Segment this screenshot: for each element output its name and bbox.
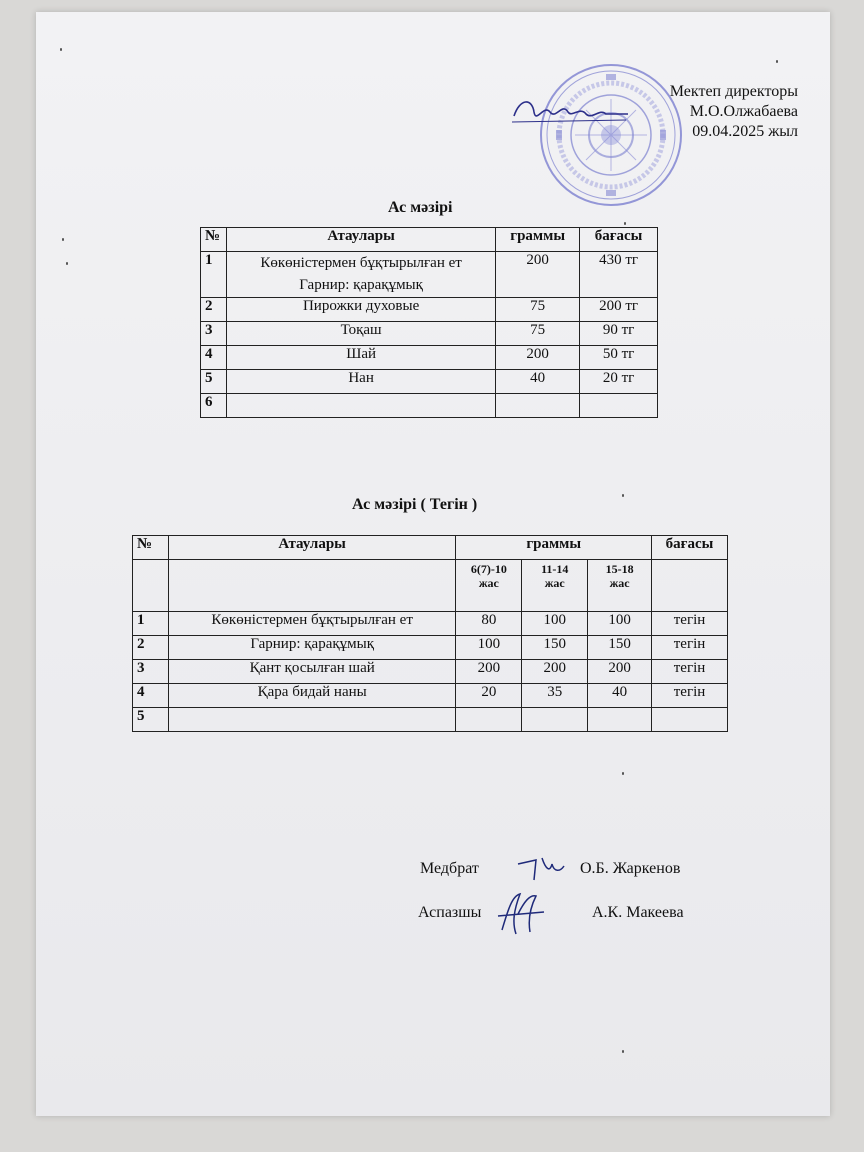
row-number: 2 [133,636,169,660]
director-title: Мектеп директоры [669,83,798,100]
row-name: Шай [226,346,495,370]
row-grams-3: 100 [588,612,652,636]
table-row [133,636,728,660]
row-name: Пирожки духовые [226,298,495,322]
table-row [201,298,658,322]
row-grams-2: 150 [522,636,588,660]
row-price: 90 тг [580,322,658,346]
row-grams-2 [522,708,588,732]
row-name-line1: Көкөністермен бұқтырылған ет [260,255,462,271]
table-header-row [201,228,658,252]
table-row [133,660,728,684]
menu-title: Ас мәзірі [388,199,453,216]
age-unit: жас [544,576,565,590]
col-grams: граммы [456,536,652,560]
table-row [133,684,728,708]
col-price: бағасы [580,228,658,252]
table-row [201,394,658,418]
row-grams-3 [588,708,652,732]
row-grams-3: 150 [588,636,652,660]
row-price: тегін [652,684,728,708]
row-grams-1: 100 [456,636,522,660]
age-range: 6(7)-10 [470,562,507,576]
cook-signature-line [418,904,481,922]
paper-speck [776,60,778,63]
row-name: Қара бидай наны [168,684,455,708]
cook-role: Аспазшы [418,904,482,921]
approval-date: 09.04.2025 жыл [692,123,798,140]
row-name: Гарнир: қарақұмық [168,636,455,660]
paper-speck [624,222,626,225]
row-price: 20 тг [580,370,658,394]
row-name: Қант қосылған шай [168,660,455,684]
medic-name: О.Б. Жаркенов [580,860,681,877]
row-grams: 200 [496,252,580,298]
row-price: 50 тг [580,346,658,370]
free-menu-title: Ас мәзірі ( Тегін ) [352,496,478,513]
row-number: 2 [201,298,227,322]
medic-signature [512,850,572,884]
table-row [201,322,658,346]
row-number: 3 [133,660,169,684]
paper-speck [622,1050,624,1053]
row-price [580,394,658,418]
medic-signature-line [420,860,479,878]
row-price: тегін [652,636,728,660]
row-number: 1 [133,612,169,636]
row-name [226,394,495,418]
approval-header [558,82,798,142]
row-grams-1: 20 [456,684,522,708]
paper-speck [60,48,62,51]
row-name: Тоқаш [226,322,495,346]
document-page [36,12,830,1116]
age-range: 11-14 [541,562,569,576]
row-name-line2: Гарнир: қарақұмық [299,277,423,293]
age-range: 15-18 [605,562,634,576]
row-number: 4 [133,684,169,708]
row-number: 6 [201,394,227,418]
table-row [133,612,728,636]
col-name: Атаулары [168,536,455,560]
col-price: бағасы [652,536,728,560]
row-grams-2: 100 [522,612,588,636]
table-row [201,370,658,394]
row-grams-3: 200 [588,660,652,684]
cook-name: А.К. Макеева [592,904,684,921]
age-group-row [133,560,728,612]
table-row [201,252,658,298]
row-price: 430 тг [580,252,658,298]
row-grams [496,394,580,418]
age-unit: жас [478,576,499,590]
empty-cell [652,560,728,612]
age-group-2 [522,560,588,612]
row-grams-2: 35 [522,684,588,708]
paper-speck [62,238,64,241]
free-menu-table [132,535,728,732]
col-number: № [201,228,227,252]
cook-signature [494,890,550,936]
row-grams-1: 80 [456,612,522,636]
col-name: Атаулары [226,228,495,252]
row-price: тегін [652,612,728,636]
col-number: № [133,536,169,560]
row-number: 3 [201,322,227,346]
row-price [652,708,728,732]
row-number: 4 [201,346,227,370]
table-header-row [133,536,728,560]
medic-role: Медбрат [420,860,479,877]
row-name: Көкөністермен бұқтырылған ет [168,612,455,636]
row-price: 200 тг [580,298,658,322]
row-grams: 75 [496,298,580,322]
row-name [168,708,455,732]
empty-cell [133,560,169,612]
row-grams-1 [456,708,522,732]
row-grams: 40 [496,370,580,394]
paper-speck [622,772,624,775]
age-unit: жас [609,576,630,590]
row-grams: 75 [496,322,580,346]
empty-cell [168,560,455,612]
row-number: 1 [201,252,227,298]
age-group-3 [588,560,652,612]
row-name: Нан [226,370,495,394]
row-grams-1: 200 [456,660,522,684]
row-name [226,252,495,298]
director-name: М.О.Олжабаева [689,103,798,120]
row-number: 5 [201,370,227,394]
age-group-1 [456,560,522,612]
row-price: тегін [652,660,728,684]
menu-table [200,227,658,418]
row-grams-2: 200 [522,660,588,684]
paper-speck [66,262,68,265]
row-number: 5 [133,708,169,732]
table-row [201,346,658,370]
table-row [133,708,728,732]
row-grams: 200 [496,346,580,370]
col-grams: граммы [496,228,580,252]
row-grams-3: 40 [588,684,652,708]
paper-speck [622,494,624,497]
